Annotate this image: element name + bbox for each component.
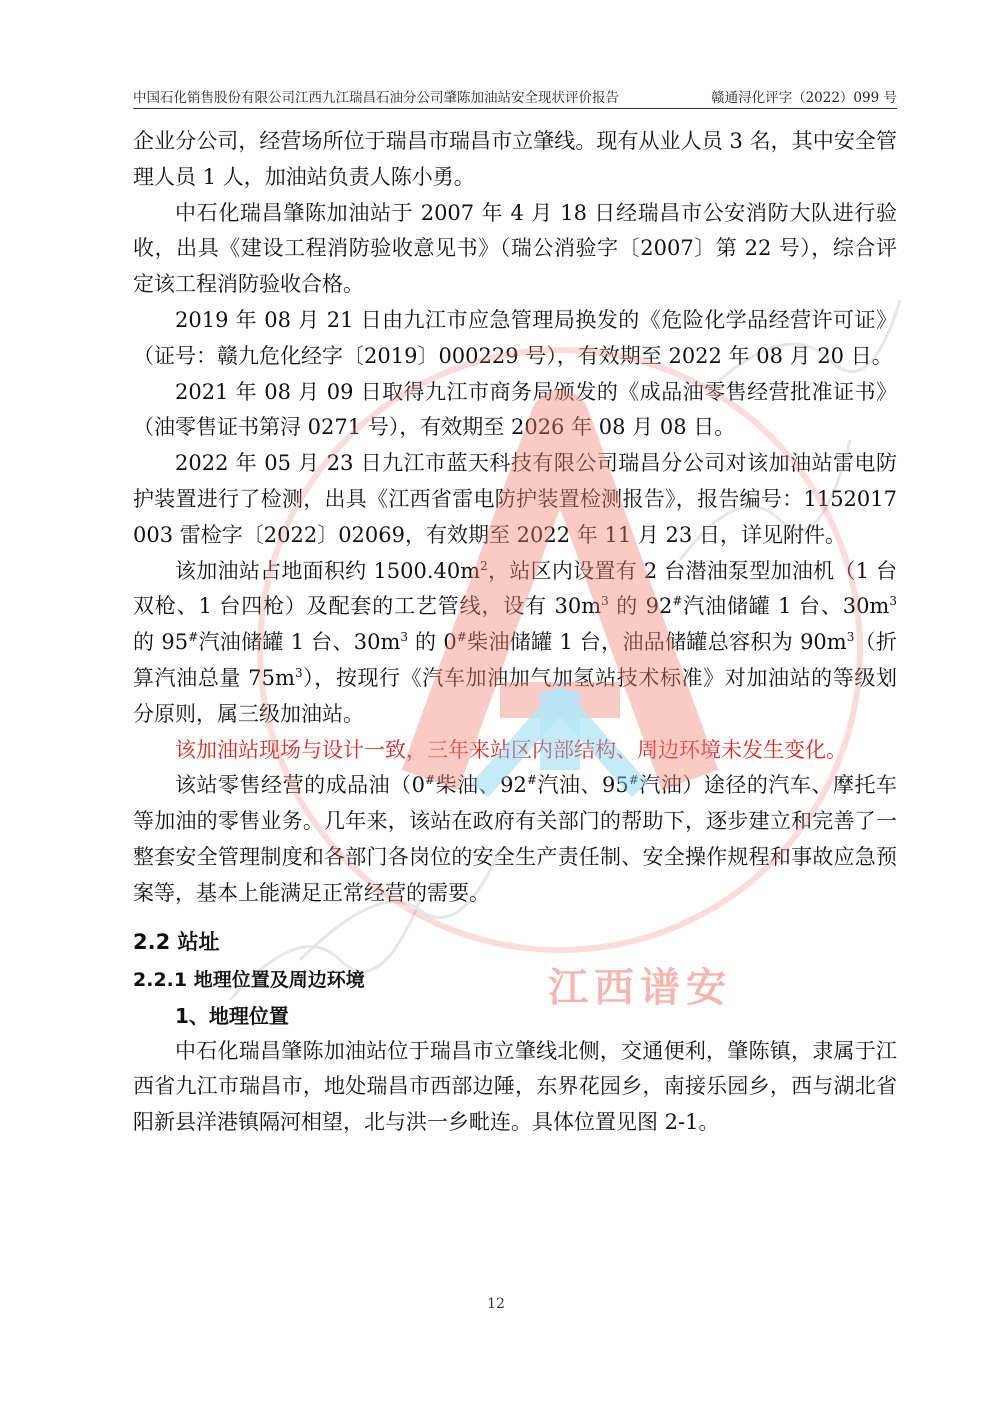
paragraph-retail-certificate: 2021 年 08 月 09 日取得九江市商务局颁发的《成品油零售经营批准证书》（油零售证书第浔 0271 号），有效期至 2026 年 08 月 08 日。 bbox=[133, 379, 897, 440]
paragraph-business-scope: 该站零售经营的成品油（0#柴油、92#汽油、95#汽油）途径的汽车、摩托车等加油的零售业务。几年来，该站在政府有关部门的帮助下，逐步建立和完善了一整套安全管理制度和各部门各岗位的安全生产责任制、安全操作规程和事故应急预案等，基本上能满足正常经营的需要。 bbox=[133, 773, 897, 905]
paragraph-geographic-location: 中石化瑞昌肇陈加油站位于瑞昌市立肇线北侧，交通便利，肇陈镇，隶属于江西省九江市瑞昌市，地处瑞昌市西部边陲，东界花园乡，南接乐园乡，西与湖北省阳新县洋港镇隔河相望，北与洪一乡毗连。具体位置见图 2-1。 bbox=[133, 1038, 897, 1135]
section-heading-2-2-1: 2.2.1 地理位置及周边环境 bbox=[133, 968, 365, 991]
paragraph-station-facilities: 该加油站占地面积约 $1500.40m^2$，站区内设置有 2 台潜油泵型加油机（1 台双枪、1 台四枪）及配套的工艺管线，设有 $30m^3$ 的 92#汽油储罐 1 台、$30m^3$ 的 95#汽油储罐 1 台、$30m^3$ 的 0#柴油储罐 1 台，油品储罐总容积为 $90m^3$（折算汽油总量 $75m^3$），按现行《汽车加油加气加氢站技术标准》对加油站的等级划分原则，属三级加油站。 bbox=[133, 558, 897, 726]
item-heading-location: 1、地理位置 bbox=[175, 1003, 289, 1028]
header-report-title: 中国石化销售股份有限公司江西九江瑞昌石油分公司肇陈加油站安全现状评价报告 bbox=[133, 90, 619, 106]
header-divider bbox=[133, 108, 897, 109]
watermark-company-name: 江西谱安 bbox=[548, 965, 732, 1011]
page-number: 12 bbox=[487, 1296, 505, 1312]
page-body bbox=[133, 124, 897, 1141]
paragraph-hazchem-license: 2019 年 08 月 21 日由九江市应急管理局换发的《危险化学品经营许可证》（证号：赣九危化经字〔2019〕000229 号），有效期至 2022 年 08 月 20 日。 bbox=[133, 307, 897, 368]
paragraph-fire-acceptance: 中石化瑞昌肇陈加油站于 2007 年 4 月 18 日经瑞昌市公安消防大队进行验收，出具《建设工程消防验收意见书》（瑞公消验字〔2007〕第 22 号），综合评定该工程消防验收合格。 bbox=[133, 200, 897, 297]
header-report-number: 赣通浔化评字（2022）099 号 bbox=[711, 90, 897, 106]
paragraph-company-staff: 企业分公司，经营场所位于瑞昌市瑞昌市立肇线。现有从业人员 3 名，其中安全管理人员 1 人，加油站负责人陈小勇。 bbox=[133, 129, 897, 189]
paragraph-lightning-inspection: 2022 年 05 月 23 日九江市蓝天科技有限公司瑞昌分公司对该加油站雷电防护装置进行了检测，出具《江西省雷电防护装置检测报告》，报告编号：1152017003 雷检字〔2022〕02069，有效期至 2022 年 11 月 23 日，详见附件。 bbox=[133, 451, 897, 547]
section-heading-2-2: 2.2 站址 bbox=[133, 929, 220, 954]
paragraph-no-change-statement: 该加油站现场与设计一致，三年来站区内部结构、周边环境未发生变化。 bbox=[175, 737, 847, 762]
